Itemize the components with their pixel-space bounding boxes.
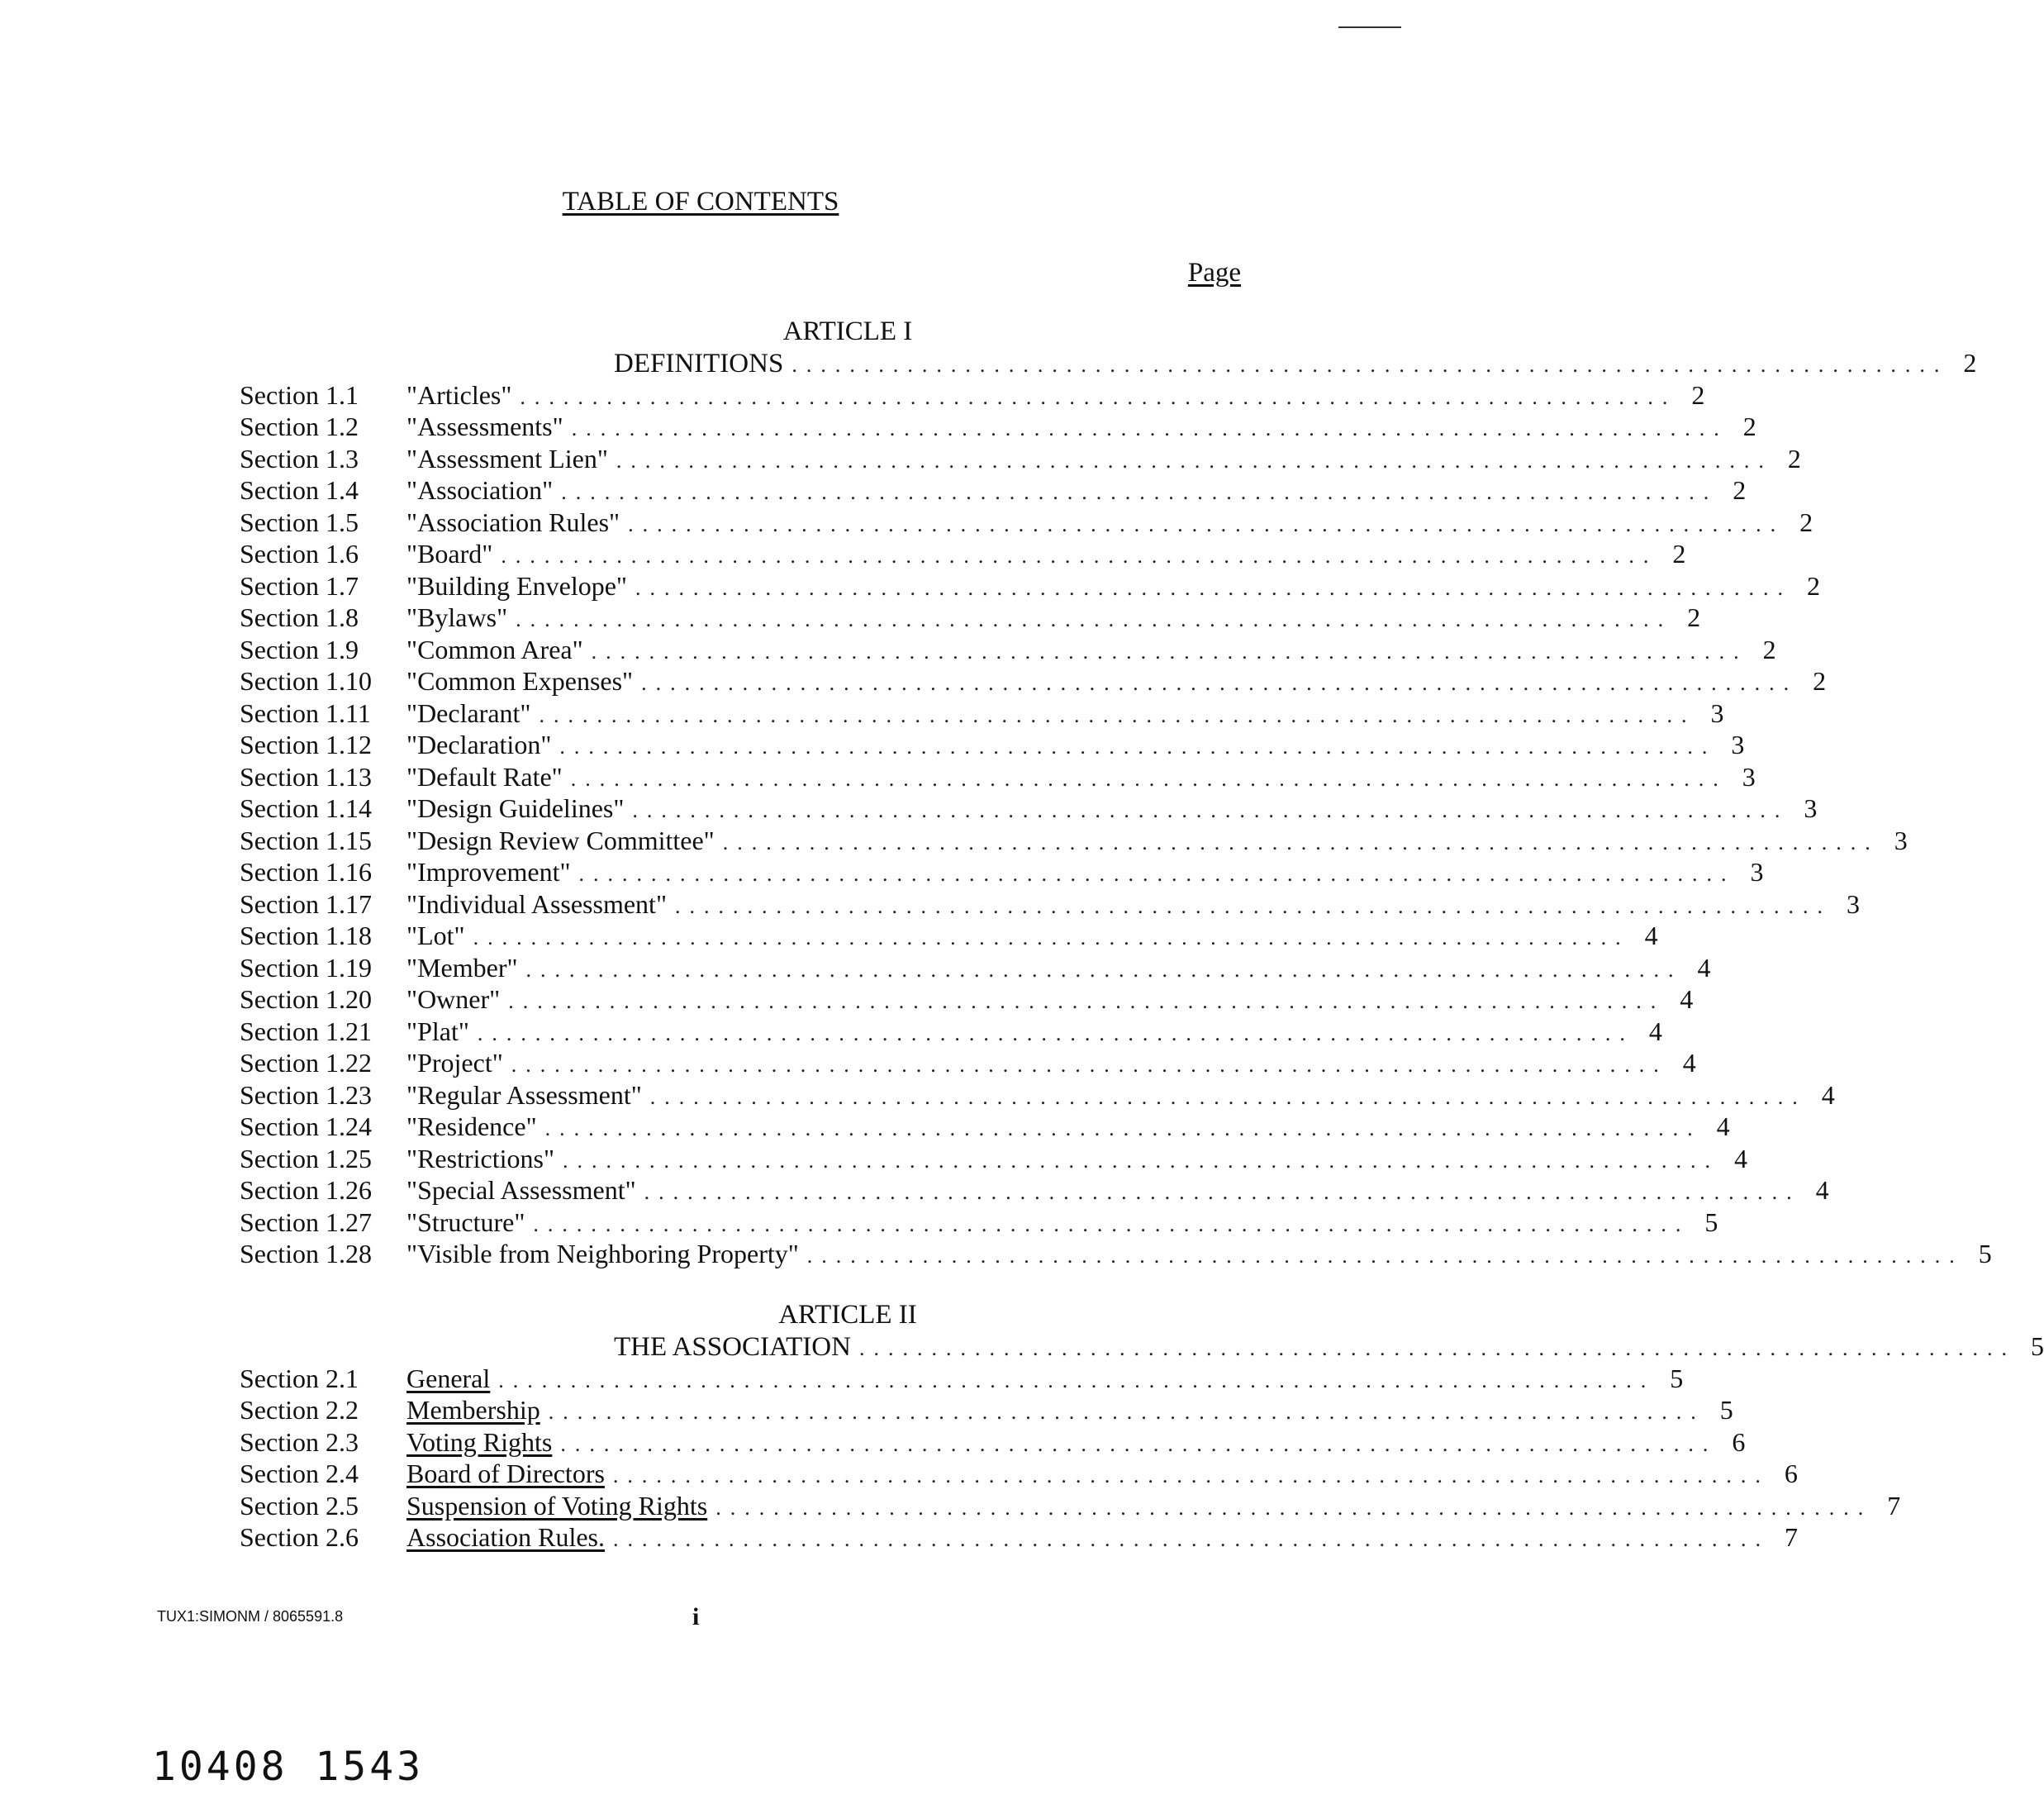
section-page: 2 (1806, 570, 1820, 601)
section-page: 2 (1672, 539, 1686, 569)
document-id: TUX1:SIMONM / 8065591.8 (157, 1608, 344, 1625)
section-number: Section 1.10 (240, 666, 372, 696)
dot-leader: ................................................................................ (570, 766, 1728, 791)
section-number: Section 1.14 (240, 793, 372, 823)
dot-leader: ................................................................................ (571, 416, 1728, 440)
section-number: Section 1.6 (240, 539, 359, 569)
dot-leader: ................................................................................ (501, 544, 1658, 568)
toc-entry (240, 1174, 1829, 1206)
toc-entry (240, 1521, 1798, 1554)
section-number: Section 1.3 (240, 443, 359, 474)
dot-leader: ................................................................................ (533, 1211, 1690, 1236)
section-number: Section 1.7 (240, 570, 359, 601)
section-title: "Individual Assessment" (406, 888, 667, 919)
dot-leader: ................................................................................ (473, 926, 1630, 949)
dot-leader: ................................................................................ (858, 1336, 2016, 1360)
dot-leader: ................................................................................ (508, 989, 1666, 1013)
toc-entry (240, 634, 1776, 666)
section-page: 3 (1710, 697, 1724, 728)
section-page: 4 (1815, 1175, 1829, 1205)
section-title: "Owner" (406, 984, 501, 1014)
dot-leader: ................................................................................ (498, 1368, 1656, 1392)
section-title: "Board" (406, 539, 493, 569)
section-page: 2 (1813, 666, 1827, 696)
toc-entry (240, 1426, 1746, 1459)
dot-leader: ................................................................................ (641, 671, 1799, 695)
section-number: Section 1.8 (240, 602, 359, 632)
toc-entry (240, 1047, 1696, 1079)
section-page: 2 (1787, 443, 1801, 474)
section-page: 2 (1762, 634, 1776, 664)
section-number: Section 1.27 (240, 1206, 372, 1237)
section-number: Section 1.13 (240, 761, 372, 792)
section-page: 3 (1750, 857, 1764, 887)
section-title: "Special Assessment" (406, 1175, 636, 1205)
toc-entry (240, 920, 1658, 952)
article-number: ARTICLE I (782, 316, 913, 346)
section-title: Voting Rights (406, 1426, 553, 1457)
section-page: 6 (1732, 1426, 1746, 1457)
section-page: 2 (1687, 602, 1701, 632)
section-number: Section 1.11 (240, 697, 371, 728)
section-number: Section 2.3 (240, 1426, 359, 1457)
toc-entry (240, 602, 1701, 634)
dot-leader: ................................................................................ (548, 1400, 1705, 1424)
toc-entry (240, 474, 1747, 507)
section-number: Section 1.17 (240, 888, 372, 919)
page-column-header: Page (1187, 258, 1241, 288)
toc-entry (240, 443, 1801, 475)
section-page: 6 (1784, 1459, 1798, 1488)
toc-entry (240, 379, 1705, 412)
section-number: Section 1.23 (240, 1079, 372, 1110)
toc-entry (240, 1079, 1835, 1111)
section-title: "Bylaws" (406, 602, 508, 632)
section-number: Section 1.24 (240, 1111, 372, 1141)
section-number: Section 1.20 (240, 984, 372, 1014)
dot-leader: ................................................................................ (628, 512, 1785, 536)
dot-leader: ................................................................................ (561, 480, 1718, 504)
scan-edge-mark (1338, 26, 1401, 28)
section-page: 4 (1680, 984, 1694, 1014)
section-number: Section 1.1 (240, 379, 359, 410)
toc-entry (240, 697, 1724, 730)
section-title: Membership (406, 1395, 540, 1425)
dot-leader: ................................................................................ (632, 798, 1790, 822)
toc-entry (240, 1143, 1747, 1175)
toc-entry (240, 1238, 1992, 1270)
section-title: "Articles" (406, 379, 512, 410)
section-page: 7 (1784, 1522, 1798, 1552)
section-number: Section 1.28 (240, 1239, 372, 1268)
section-page: 2 (1733, 475, 1747, 505)
section-number: Section 1.19 (240, 952, 372, 983)
section-title: "Residence" (406, 1111, 537, 1141)
dot-leader: ................................................................................ (722, 830, 1880, 854)
section-title: "Declaration" (406, 730, 552, 759)
article-page: 2 (1963, 348, 1977, 378)
toc-entry (240, 411, 1756, 443)
toc-entry (240, 856, 1764, 888)
section-title: "Declarant" (406, 697, 531, 728)
section-title: "Structure" (406, 1206, 525, 1237)
section-title: "Project" (406, 1048, 503, 1078)
dot-leader: ................................................................................ (791, 353, 1949, 377)
dot-leader: ................................................................................ (563, 1148, 1719, 1173)
section-page: 4 (1716, 1111, 1730, 1141)
section-page: 5 (1704, 1206, 1718, 1237)
toc-entry (240, 1490, 1901, 1522)
section-list (240, 1363, 1901, 1554)
section-number: Section 1.16 (240, 857, 372, 887)
section-title: "Building Envelope" (406, 570, 627, 601)
article-heading-row (240, 347, 1977, 379)
toc-entry (240, 507, 1813, 539)
toc-entry (240, 952, 1711, 984)
page-number: i (692, 1603, 700, 1630)
section-page: 3 (1847, 888, 1860, 919)
dot-leader: ................................................................................ (612, 1527, 1770, 1551)
section-page: 7 (1887, 1490, 1901, 1521)
dot-leader: ................................................................................ (649, 1084, 1807, 1109)
section-page: 3 (1742, 761, 1756, 792)
section-title: Association Rules. (406, 1522, 605, 1552)
section-number: Section 2.2 (240, 1395, 359, 1425)
dot-leader: ................................................................................ (806, 1244, 1964, 1268)
section-page: 5 (1719, 1395, 1733, 1425)
section-page: 2 (1799, 507, 1813, 537)
section-number: Section 1.22 (240, 1048, 372, 1078)
dot-leader: ................................................................................ (560, 1431, 1718, 1456)
section-number: Section 1.21 (240, 1016, 372, 1046)
section-title: "Restrictions" (406, 1143, 554, 1173)
section-title: "Member" (406, 952, 518, 983)
section-title: "Common Area" (406, 634, 583, 664)
dot-leader: ................................................................................ (544, 1116, 1702, 1140)
section-title: "Common Expenses" (406, 666, 634, 696)
section-page: 4 (1821, 1079, 1835, 1110)
section-number: Section 1.25 (240, 1143, 372, 1173)
section-page: 5 (1670, 1363, 1684, 1393)
toc-entry (240, 1458, 1798, 1490)
article-name: THE ASSOCIATION (614, 1332, 851, 1362)
toc-entry (240, 1394, 1733, 1426)
section-number: Section 1.4 (240, 475, 359, 505)
section-title: "Lot" (406, 921, 465, 950)
section-page: 4 (1734, 1143, 1747, 1173)
dot-leader: ................................................................................ (644, 1180, 1801, 1204)
section-title: "Default Rate" (406, 761, 563, 792)
page-title: TABLE OF CONTENTS (562, 187, 839, 217)
section-number: Section 1.9 (240, 634, 359, 664)
toc-entry (240, 983, 1694, 1016)
section-page: 4 (1648, 1016, 1662, 1046)
section-title: "Improvement" (406, 857, 571, 887)
section-title: "Plat" (406, 1016, 469, 1046)
section-title: "Assessments" (406, 412, 563, 441)
section-number: Section 1.12 (240, 730, 372, 759)
toc-entry (240, 888, 1860, 921)
dot-leader: ................................................................................ (539, 702, 1696, 727)
section-list (240, 379, 1992, 1270)
toc-entry (240, 825, 1908, 857)
toc-entry (240, 1111, 1730, 1143)
section-number: Section 1.2 (240, 412, 359, 441)
dot-leader: ................................................................................ (520, 384, 1677, 409)
dot-leader: ................................................................................ (715, 1495, 1873, 1520)
dot-leader: ................................................................................ (675, 893, 1832, 918)
dot-leader: ................................................................................ (511, 1053, 1668, 1077)
dot-leader: ................................................................................ (591, 639, 1748, 664)
toc-entry (240, 761, 1756, 793)
article-block (240, 1299, 2044, 1554)
dot-leader: ................................................................................ (477, 1021, 1634, 1045)
article-number: ARTICLE II (778, 1300, 917, 1330)
section-page: 4 (1697, 952, 1711, 983)
section-title: "Regular Assessment" (406, 1079, 642, 1110)
toc-entry (240, 538, 1686, 570)
section-title: "Design Guidelines" (406, 793, 625, 823)
section-number: Section 2.1 (240, 1363, 359, 1393)
section-page: 3 (1804, 793, 1818, 823)
dot-leader: ................................................................................ (525, 957, 1683, 982)
section-page: 3 (1731, 730, 1745, 759)
section-page: 2 (1691, 379, 1705, 410)
section-title: "Association" (406, 475, 554, 505)
dot-leader: ................................................................................ (616, 448, 1773, 473)
section-page: 2 (1742, 412, 1756, 441)
section-title: "Design Review Committee" (406, 825, 715, 855)
toc-entry (240, 570, 1820, 602)
section-number: Section 1.15 (240, 825, 372, 855)
section-title: "Association Rules" (406, 507, 620, 537)
section-title: "Assessment Lien" (406, 443, 608, 474)
toc-entry (240, 665, 1827, 697)
section-number: Section 1.18 (240, 921, 372, 950)
article-name: DEFINITIONS (614, 349, 784, 378)
article-page: 5 (2030, 1331, 2044, 1361)
section-page: 4 (1682, 1048, 1696, 1078)
toc-entry (240, 1363, 1684, 1395)
toc-entry (240, 792, 1818, 825)
section-title: "Visible from Neighboring Property" (406, 1239, 799, 1268)
section-title: Suspension of Voting Rights (406, 1490, 708, 1521)
dot-leader: ................................................................................ (559, 735, 1717, 759)
article-block (240, 316, 1992, 1270)
section-number: Section 2.5 (240, 1490, 359, 1521)
section-page: 5 (1978, 1239, 1992, 1268)
dot-leader: ................................................................................ (635, 575, 1792, 600)
toc-entry (240, 1206, 1718, 1239)
toc-entry (240, 729, 1745, 761)
dot-leader: ................................................................................ (516, 607, 1673, 631)
dot-leader: ................................................................................ (578, 862, 1736, 886)
section-number: Section 2.4 (240, 1459, 359, 1488)
section-number: Section 2.6 (240, 1522, 359, 1552)
article-heading-row (240, 1330, 2044, 1363)
section-number: Section 1.5 (240, 507, 359, 537)
dot-leader: ................................................................................ (612, 1463, 1770, 1487)
section-page: 3 (1894, 825, 1908, 855)
toc-entry (240, 1016, 1662, 1048)
recording-stamp: 10408 1543 (152, 1744, 424, 1790)
section-title: General (406, 1363, 491, 1393)
section-number: Section 1.26 (240, 1175, 372, 1205)
section-title: Board of Directors (406, 1459, 605, 1488)
section-page: 4 (1644, 921, 1658, 950)
